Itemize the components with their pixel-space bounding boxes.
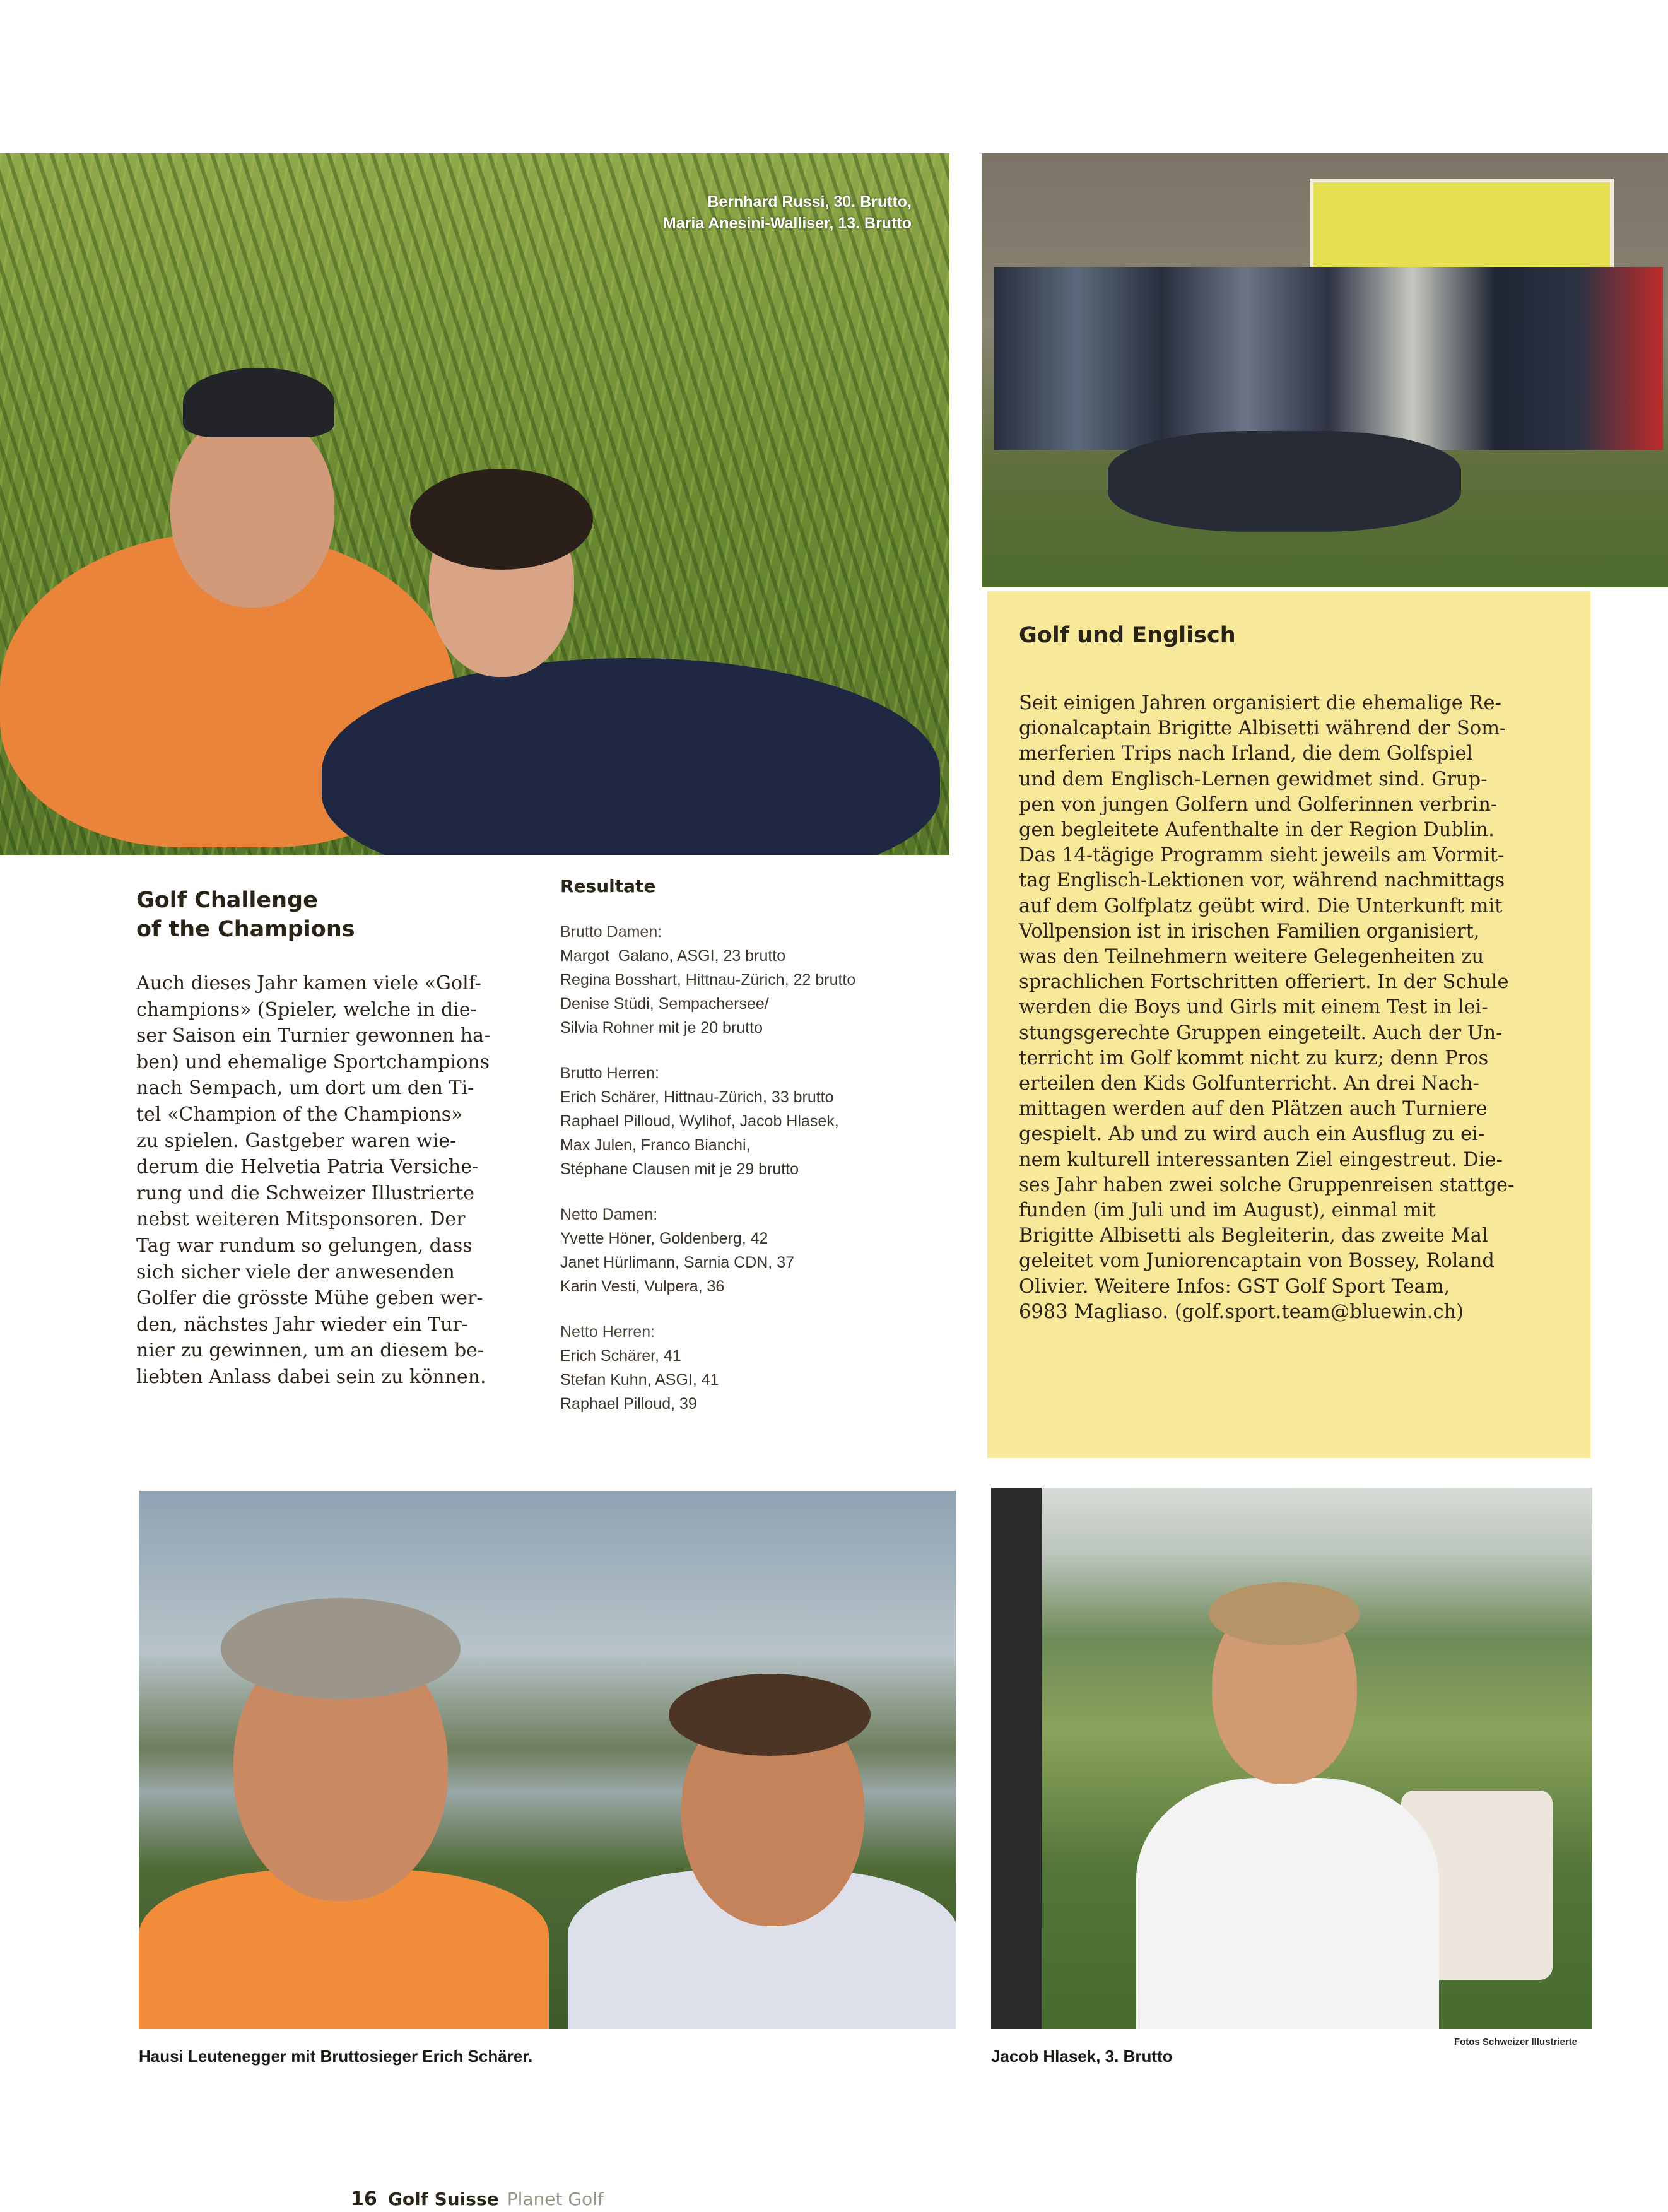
sidebar-body-line: sprachlichen Fortschritten offeriert. In der Schule [1019, 971, 1509, 994]
results-line: Yvette Höner, Goldenberg, 42 [560, 1230, 768, 1247]
article-body-line: champions» (Spieler, welche in die- [136, 998, 477, 1021]
page-footer [351, 2188, 604, 2210]
results-line: Raphael Pilloud, 39 [560, 1395, 697, 1413]
results-line: Erich Schärer, 41 [560, 1347, 681, 1365]
results-line: Silvia Rohner mit je 20 brutto [560, 1019, 763, 1037]
photo-caption-bottom-right: Jacob Hlasek, 3. Brutto [991, 2047, 1173, 2066]
results-line: Denise Stüdi, Sempachersee/ [560, 995, 769, 1013]
article-body-line: nier zu gewinnen, um an diesem be- [136, 1339, 485, 1362]
article-body-line: Golfer die grösste Mühe geben wer- [136, 1287, 483, 1310]
sidebar-body-line: Das 14-tägige Programm sieht jeweils am Vormit- [1019, 844, 1505, 867]
sidebar-body [1019, 691, 1569, 1325]
results-line: Regina Bosshart, Hittnau-Zürich, 22 brutto [560, 971, 856, 989]
article-body-line: rung und die Schweizer Illustrierte [136, 1182, 474, 1204]
photo-junior-group [982, 153, 1668, 587]
article-body-line: Tag war rundum so gelungen, dass [136, 1234, 473, 1257]
sidebar-body-line: was den Teilnehmern weitere Gelegenheiten zu [1019, 946, 1484, 968]
results-line: Stefan Kuhn, ASGI, 41 [560, 1371, 719, 1389]
sidebar-golf-englisch [987, 591, 1590, 1458]
results-line: Erich Schärer, Hittnau-Zürich, 33 brutto [560, 1088, 834, 1106]
sidebar-body-line: Vollpension ist in irischen Familien organisiert, [1019, 920, 1480, 943]
sidebar-body-line: gespielt. Ab und zu wird auch ein Ausflug zu ei- [1019, 1123, 1485, 1146]
results-group-label: Netto Herren: [560, 1323, 655, 1341]
article-body-line: nach Sempach, um dort um den Ti- [136, 1077, 474, 1100]
sidebar-body-line: pen von jungen Golfern und Golferinnen verbrin- [1019, 793, 1498, 816]
article-title-line2: of the Champions [136, 917, 355, 942]
photo-caption-top-left-line2: Maria Anesini-Walliser, 13. Brutto [662, 215, 912, 232]
article-body-line: nebst weiteren Mitsponsoren. Der [136, 1208, 466, 1231]
sidebar-body-line: tag Englisch-Lektionen vor, während nachmittags [1019, 869, 1505, 892]
sidebar-body-line: geleitet vom Juniorencaptain von Bossey, Roland [1019, 1250, 1495, 1273]
results-line: Stéphane Clausen mit je 29 brutto [560, 1160, 799, 1178]
sidebar-body-line: ses Jahr haben zwei solche Gruppenreisen stattge- [1019, 1174, 1515, 1196]
photo-credit: Fotos Schweizer Illustrierte [1454, 2037, 1577, 2047]
sidebar-body-line: gionalcaptain Brigitte Albisetti während der Som- [1019, 717, 1506, 740]
photo-caption-bottom-left: Hausi Leutenegger mit Bruttosieger Erich Schärer. [139, 2047, 533, 2066]
results-group-netto-damen [560, 1203, 939, 1298]
sidebar-body-line: stungsgerechte Gruppen eingeteilt. Auch der Un- [1019, 1021, 1503, 1044]
results-list [560, 920, 939, 1416]
results-group-label: Netto Damen: [560, 1206, 658, 1223]
article-body-line: zu spielen. Gastgeber waren wie- [136, 1129, 457, 1152]
photo-leutenegger-schaerer [139, 1491, 956, 2029]
article-body-line: sich sicher viele der anwesenden [136, 1261, 455, 1283]
results-line: Max Julen, Franco Bianchi, [560, 1136, 751, 1154]
article-body-line: ben) und ehemalige Sportchampions [136, 1050, 490, 1073]
article-body-line: liebten Anlass dabei sein zu können. [136, 1365, 486, 1388]
sidebar-body-line: auf dem Golfplatz geübt wird. Die Unterkunft mit [1019, 895, 1503, 917]
article-title-line1: Golf Challenge [136, 888, 318, 913]
results-line: Raphael Pilloud, Wylihof, Jacob Hlasek, [560, 1112, 839, 1130]
section-name: Planet Golf [507, 2189, 604, 2209]
sidebar-body-line: 6983 Magliaso. (golf.sport.team@bluewin.ch) [1019, 1300, 1464, 1323]
article-body-line: ser Saison ein Turnier gewonnen ha- [136, 1025, 491, 1047]
results-heading: Resultate [560, 876, 656, 897]
photo-russi-anesini [0, 153, 949, 855]
article-body-line: Auch dieses Jahr kamen viele «Golf- [136, 972, 481, 994]
sidebar-title: Golf und Englisch [1019, 623, 1236, 648]
results-group-label: Brutto Herren: [560, 1064, 660, 1082]
photo-hlasek [991, 1488, 1592, 2029]
article-body-line: tel «Champion of the Champions» [136, 1103, 463, 1126]
sidebar-body-line: Seit einigen Jahren organisiert die ehemalige Re- [1019, 692, 1501, 714]
sidebar-body-line: nem kulturell interessanten Ziel eingestreut. Die- [1019, 1148, 1503, 1171]
results-group-brutto-herren [560, 1061, 939, 1181]
sidebar-body-line: merferien Trips nach Irland, die dem Golfspiel [1019, 743, 1473, 765]
results-line: Karin Vesti, Vulpera, 36 [560, 1278, 725, 1295]
sidebar-body-line: funden (im Juli und im August), einmal mit [1019, 1199, 1436, 1222]
sidebar-body-line: und dem Englisch-Lernen gewidmet sind. Grup- [1019, 768, 1488, 791]
magazine-name: Golf Suisse [387, 2189, 499, 2209]
article-body-line: den, nächstes Jahr wieder ein Tur- [136, 1313, 468, 1336]
results-line: Margot Galano, ASGI, 23 brutto [560, 947, 786, 965]
results-group-label: Brutto Damen: [560, 923, 662, 941]
sidebar-body-line: erteilen den Kids Golfunterricht. An drei Nach- [1019, 1073, 1479, 1095]
sidebar-body-line: Olivier. Weitere Infos: GST Golf Sport Team, [1019, 1275, 1450, 1298]
page-number: 16 [351, 2188, 377, 2210]
article-title [136, 886, 464, 944]
sidebar-body-line: mittagen werden auf den Plätzen auch Turniere [1019, 1098, 1488, 1121]
photo-caption-top-left-line1: Bernhard Russi, 30. Brutto, [707, 193, 912, 211]
sidebar-body-line: terricht im Golf kommt nicht zu kurz; denn Pros [1019, 1047, 1489, 1069]
results-group-netto-herren [560, 1320, 939, 1416]
sidebar-body-line: gen begleitete Aufenthalte in der Region Dublin. [1019, 819, 1495, 842]
photo-caption-top-left [631, 191, 912, 234]
results-group-brutto-damen [560, 920, 939, 1040]
article-body [136, 970, 521, 1391]
article-body-line: derum die Helvetia Patria Versiche- [136, 1156, 479, 1179]
sidebar-body-line: Brigitte Albisetti als Begleiterin, das zweite Mal [1019, 1225, 1488, 1247]
results-line: Janet Hürlimann, Sarnia CDN, 37 [560, 1254, 794, 1271]
sidebar-body-line: werden die Boys und Girls mit einem Test in lei- [1019, 996, 1488, 1019]
